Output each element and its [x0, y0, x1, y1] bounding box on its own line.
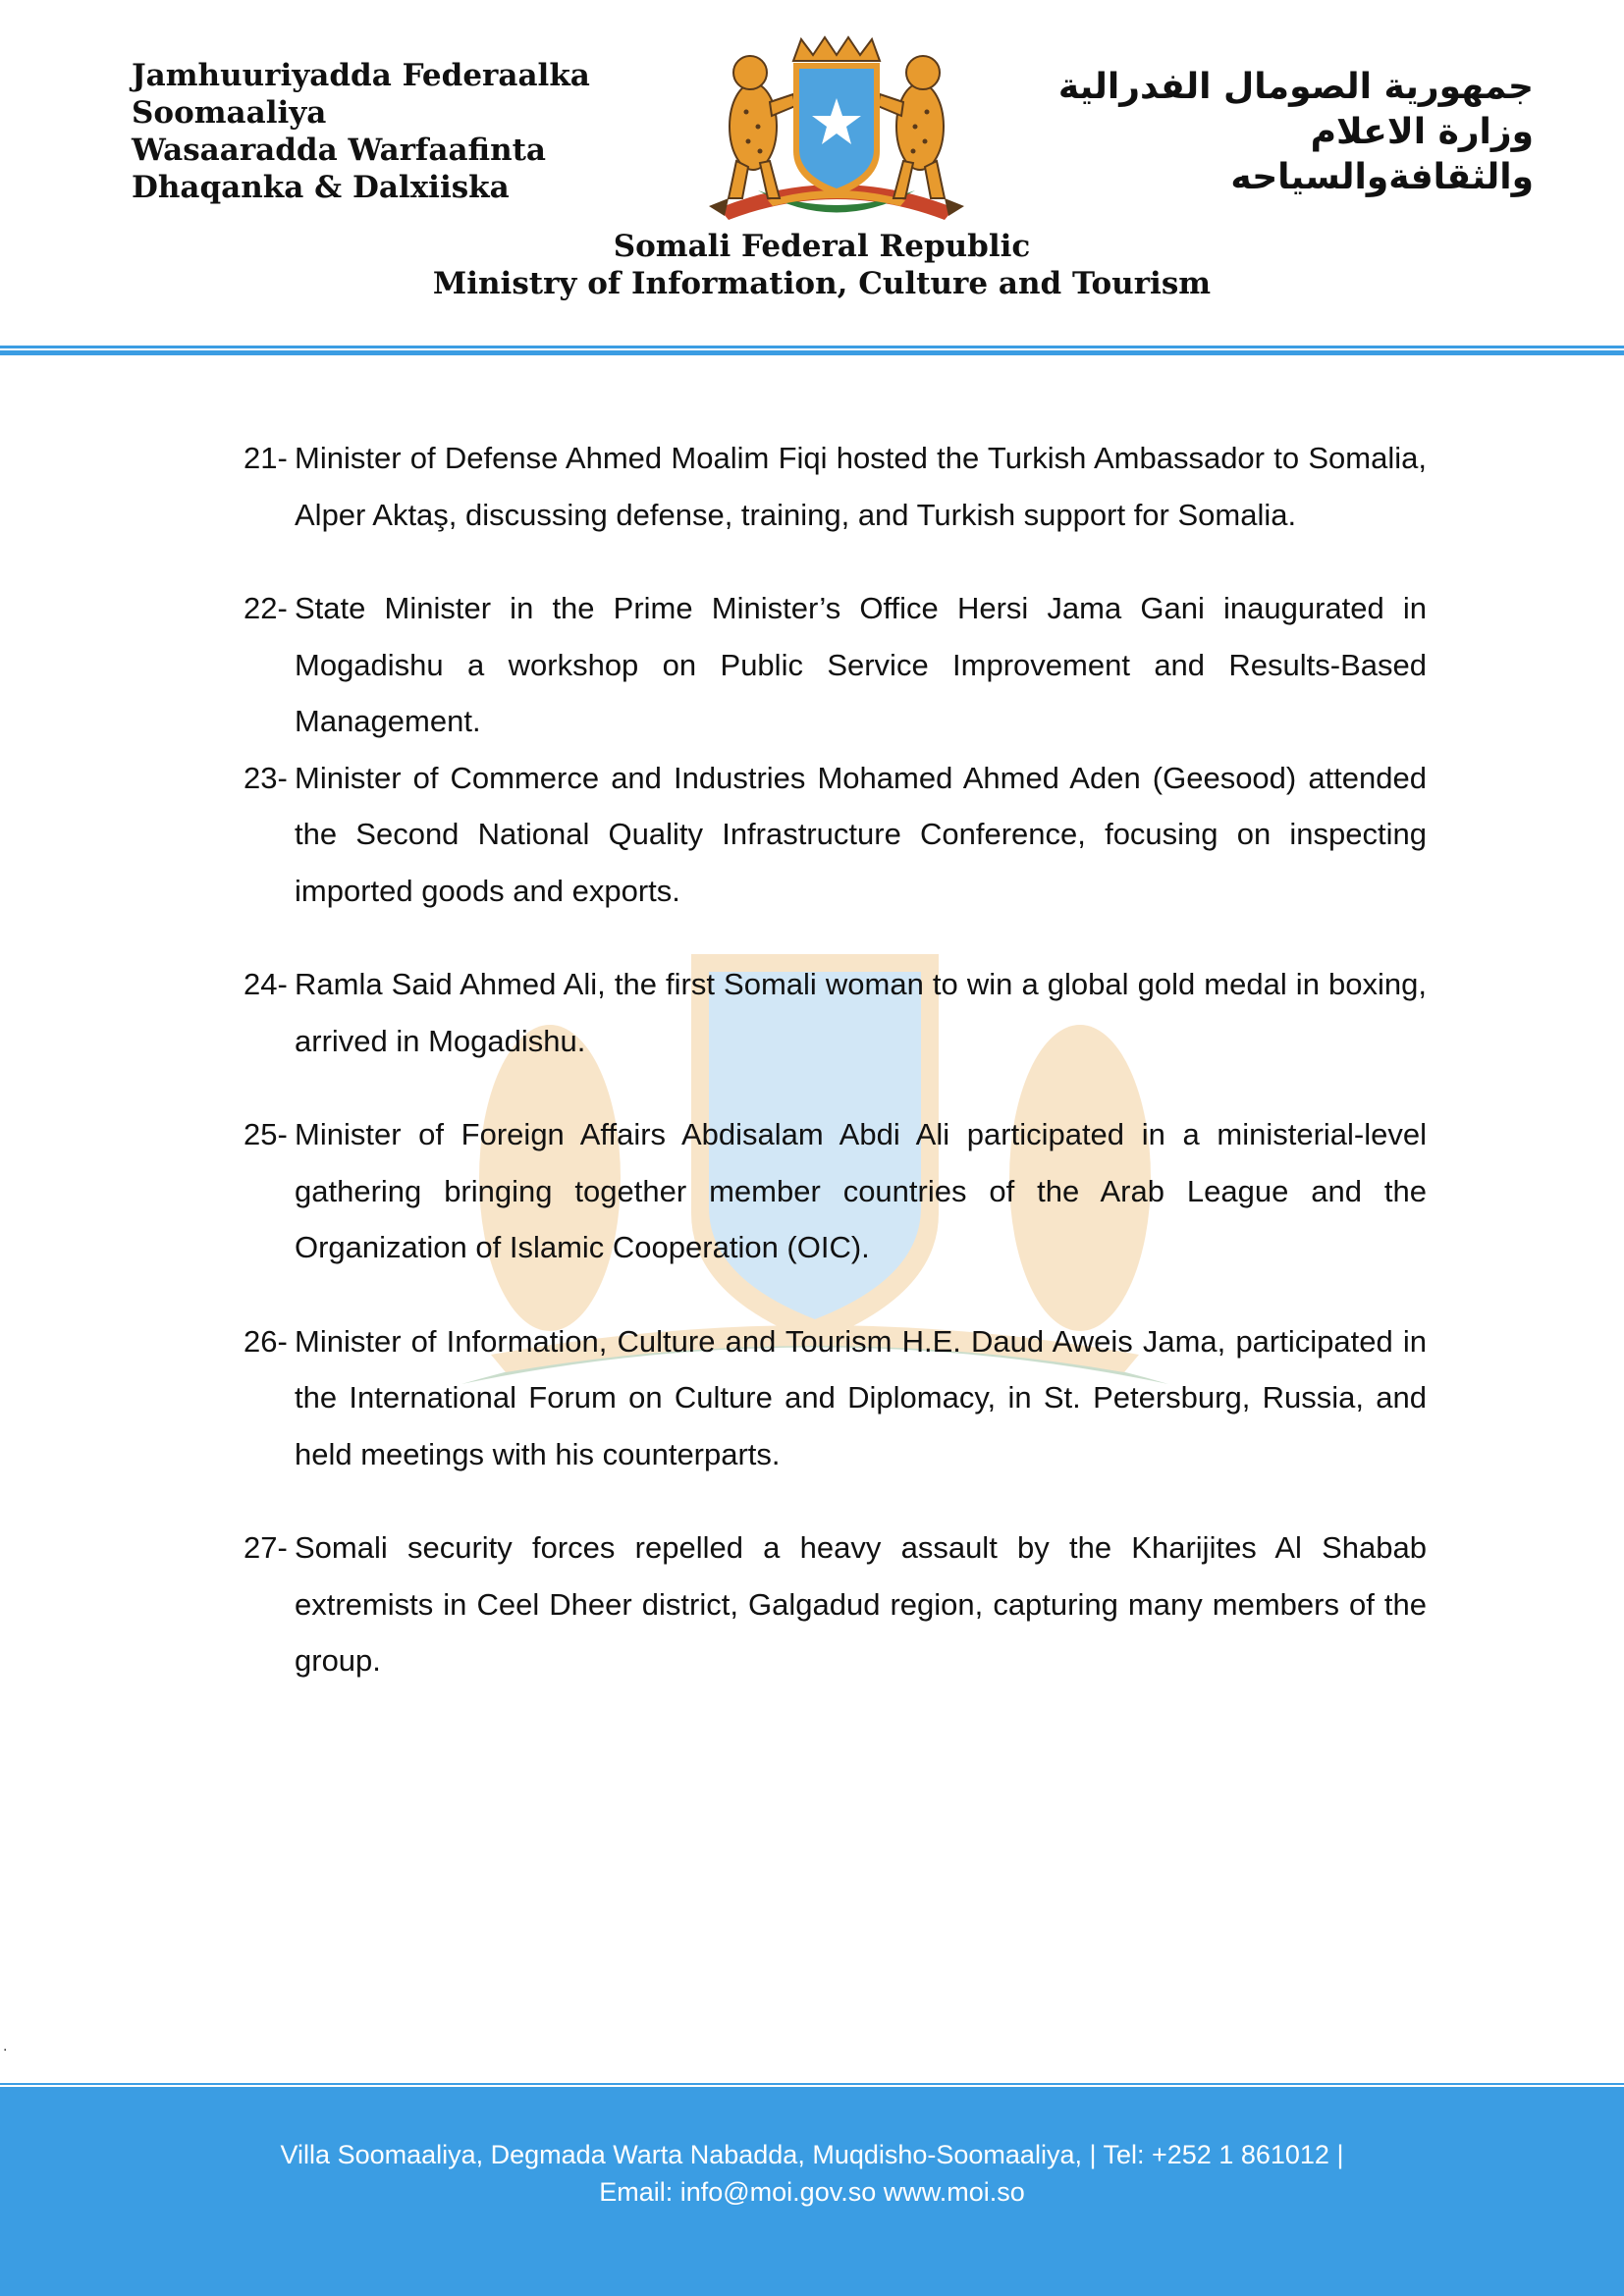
news-list [244, 430, 1427, 1727]
item-text: Minister of Defense Ahmed Moalim Fiqi hosted the Turkish Ambassador to Somalia, Alper Aktaş, discussing defense, training, and Turkish support for Somalia. [295, 441, 1427, 532]
footer-email-website: Email: info@moi.gov.so www.moi.so [599, 2177, 1025, 2207]
header-divider [0, 346, 1624, 355]
header-english-line: Ministry of Information, Culture and Tourism [432, 266, 1212, 301]
header-english-text [0, 228, 1624, 302]
list-item [244, 1106, 1427, 1276]
item-text: Minister of Foreign Affairs Abdisalam Abdi Ali participated in a ministerial-level gathering bringing together member countries of the Arab League and the Organization of Islamic Cooperation (OIC). [295, 1117, 1427, 1264]
item-number: 25- [244, 1117, 288, 1151]
header-somali-line: Wasaaradda Warfaafinta [132, 133, 547, 168]
item-text: State Minister in the Prime Minister’s Office Hersi Jama Gani inaugurated in Mogadishu a workshop on Public Service Improvement and Results-Based Management. [295, 591, 1427, 738]
header-somali-line: Soomaaliya [132, 95, 327, 131]
header-arabic-line: وزارة الاعلام [1310, 112, 1534, 152]
footer-contact [0, 2087, 1624, 2296]
item-text: Somali security forces repelled a heavy assault by the Kharijites Al Shabab extremists in Ceel Dheer district, Galgadud region, capturing many members of the group. [295, 1530, 1427, 1678]
header-english-line: Somali Federal Republic [613, 229, 1031, 264]
item-number: 27- [244, 1530, 288, 1565]
item-number: 22- [244, 591, 288, 625]
list-item [244, 430, 1427, 543]
list-item [244, 750, 1427, 920]
somalia-coat-of-arms-icon [699, 33, 974, 230]
item-number: 26- [244, 1323, 288, 1359]
footer-address: Villa Soomaaliya, Degmada Warta Nabadda, Muqdisho-Soomaaliya, | Tel: +252 1 861012 | [280, 2140, 1344, 2169]
footer [0, 2083, 1624, 2296]
list-item [244, 1520, 1427, 1689]
list-item [244, 580, 1427, 750]
header-arabic-line: جمهورية الصومال الفدرالية [1057, 67, 1534, 107]
item-text: Minister of Commerce and Industries Mohamed Ahmed Aden (Geesood) attended the Second National Quality Infrastructure Conference, focusing on inspecting imported goods and exports. [295, 760, 1427, 908]
header-arabic-line: والثقافةوالسياحه [1230, 157, 1534, 197]
item-number: 21- [244, 441, 288, 475]
header-arabic-text [1058, 65, 1534, 200]
list-item [244, 1313, 1427, 1483]
list-item [244, 956, 1427, 1069]
header-somali-text [132, 57, 590, 206]
item-number: 23- [244, 760, 288, 795]
stray-mark: . [3, 2038, 8, 2055]
item-number: 24- [244, 967, 288, 1001]
item-text: Ramla Said Ahmed Ali, the first Somali woman to win a global gold medal in boxing, arrived in Mogadishu. [295, 967, 1427, 1058]
header-somali-line: Jamhuuriyadda Federaalka [132, 58, 590, 93]
item-text: Minister of Information, Culture and Tourism H.E. Daud Aweis Jama, participated in the International Forum on Culture and Diplomacy, in St. Petersburg, Russia, and held meetings with his counterparts. [295, 1323, 1427, 1471]
header-somali-line: Dhaqanka & Dalxiiska [132, 170, 510, 205]
